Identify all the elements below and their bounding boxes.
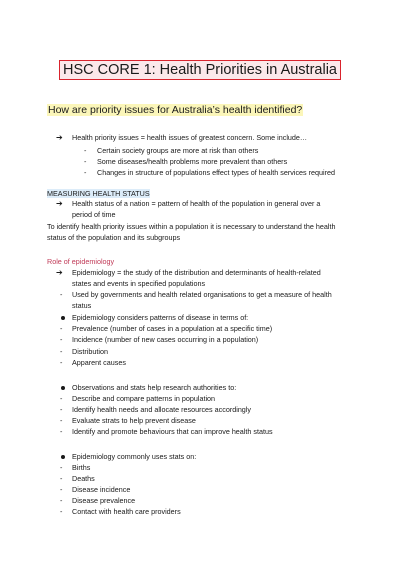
epi-used-line1: Used by governments and health related organisations to get a measure of health	[72, 290, 332, 299]
arrow-bullet-icon: ➔	[56, 133, 63, 142]
measuring-heading-text: MEASURING HEALTH STATUS	[47, 189, 150, 198]
epi-def-line1: Epidemiology = the study of the distribution and determinants of health-related	[72, 268, 321, 277]
dash-bullet: -	[60, 463, 63, 472]
patterns-item-2: Incidence (number of new cases occurring in a population)	[72, 335, 259, 344]
page-title-text: HSC CORE 1: Health Priorities in Australia	[59, 60, 341, 80]
stats-item-1: Births	[72, 463, 91, 472]
observations-item-1: Describe and compare patterns in population	[72, 394, 216, 403]
section-question-text: How are priority issues for Australia’s health identified?	[48, 104, 303, 116]
section-question	[47, 102, 303, 118]
patterns-intro: Epidemiology considers patterns of disease in terms of:	[72, 313, 249, 322]
dash-bullet: -	[60, 405, 63, 414]
observations-item-4: Identify and promote behaviours that can improve health status	[72, 427, 273, 436]
dash-bullet: -	[84, 146, 87, 155]
dot-bullet-icon	[61, 455, 65, 459]
dash-bullet: -	[60, 335, 63, 344]
observations-item-2: Identify health needs and allocate resources accordingly	[72, 405, 251, 414]
page-title	[0, 60, 400, 80]
patterns-item-1: Prevalence (number of cases in a population at a specific time)	[72, 324, 273, 333]
dash-bullet: -	[84, 157, 87, 166]
dash-bullet: -	[60, 416, 63, 425]
arrow-bullet-icon: ➔	[56, 268, 63, 277]
health-status-line1: Health status of a nation = pattern of health of the population in general over a	[72, 199, 321, 208]
priority-intro: Health priority issues = health issues of greatest concern. Some include…	[72, 133, 308, 142]
dash-bullet: -	[84, 168, 87, 177]
epi-used-line2: status	[72, 301, 92, 310]
dot-bullet-icon	[61, 316, 65, 320]
dash-bullet: -	[60, 358, 63, 367]
stats-item-4: Disease prevalence	[72, 496, 136, 505]
dash-bullet: -	[60, 347, 63, 356]
stats-intro: Epidemiology commonly uses stats on:	[72, 452, 197, 461]
stats-item-5: Contact with health care providers	[72, 507, 181, 516]
dash-bullet: -	[60, 427, 63, 436]
dash-bullet: -	[60, 485, 63, 494]
priority-item-3: Changes in structure of populations effect types of health services required	[97, 168, 335, 177]
dash-bullet: -	[60, 507, 63, 516]
identify-line1: To identify health priority issues within a population it is necessary to understand the health	[47, 222, 336, 231]
dash-bullet: -	[60, 324, 63, 333]
role-heading: Role of epidemiology	[47, 257, 115, 266]
dash-bullet: -	[60, 496, 63, 505]
measuring-heading	[47, 189, 150, 200]
dash-bullet: -	[60, 394, 63, 403]
dot-bullet-icon	[61, 386, 65, 390]
priority-item-1: Certain society groups are more at risk than others	[97, 146, 259, 155]
health-status-line2: period of time	[72, 210, 116, 219]
dash-bullet: -	[60, 290, 63, 299]
patterns-item-4: Apparent causes	[72, 358, 126, 367]
stats-item-3: Disease incidence	[72, 485, 131, 494]
priority-item-2: Some diseases/health problems more prevalent than others	[97, 157, 288, 166]
dash-bullet: -	[60, 474, 63, 483]
epi-def-line2: states and events in specified populations	[72, 279, 206, 288]
observations-item-3: Evaluate strats to help prevent disease	[72, 416, 196, 425]
patterns-item-3: Distribution	[72, 347, 108, 356]
observations-intro: Observations and stats help research authorities to:	[72, 383, 237, 392]
stats-item-2: Deaths	[72, 474, 95, 483]
identify-line2: status of the population and its subgroups	[47, 233, 181, 242]
arrow-bullet-icon: ➔	[56, 199, 63, 208]
